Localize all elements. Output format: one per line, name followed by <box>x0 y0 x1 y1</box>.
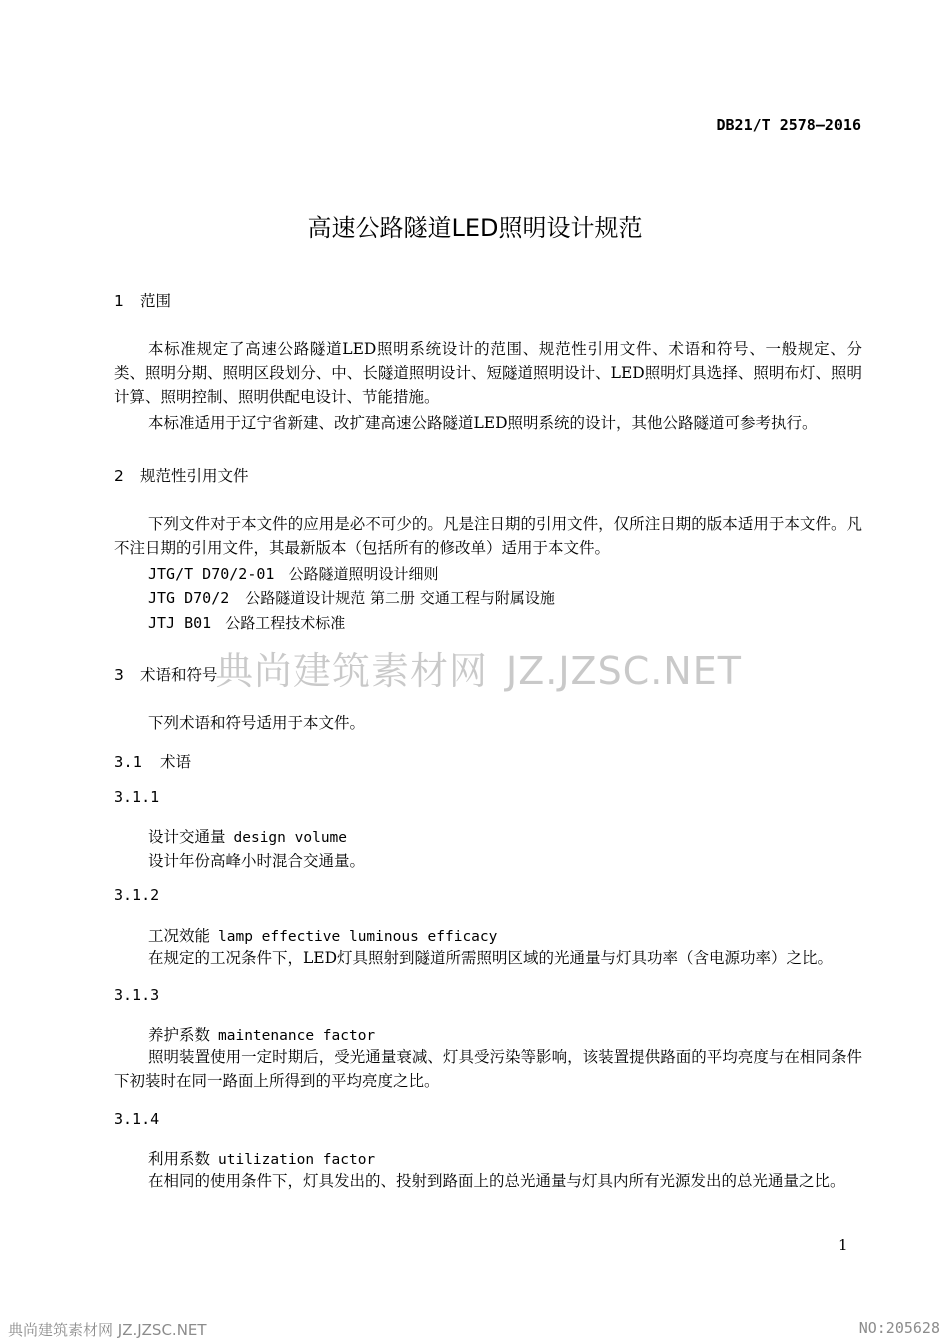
section-3-number: 3 <box>114 666 124 684</box>
term-heading <box>148 924 497 946</box>
term-number: 3.1.3 <box>114 986 160 1004</box>
reference-name: 公路隧道照明设计细则 <box>288 565 439 583</box>
reference-name: 公路工程技术标准 <box>225 614 346 632</box>
section-1-heading <box>114 289 171 311</box>
section-2-number: 2 <box>114 467 124 485</box>
term-english: lamp effective luminous efficacy <box>218 929 498 945</box>
section-3-1-number: 3.1 <box>114 753 142 771</box>
reference-code: JTG/T D70/2-01 <box>148 565 275 583</box>
section-1-number: 1 <box>114 292 124 310</box>
reference-name: 公路隧道设计规范 第二册 交通工程与附属设施 <box>245 589 555 607</box>
term-chinese: 工况效能 <box>148 927 211 945</box>
reference-item <box>148 563 438 584</box>
section-1-title: 范围 <box>140 292 172 310</box>
section-1-paragraph-1: 本标准规定了高速公路隧道LED照明系统设计的范围、规范性引用文件、术语和符号、一般规定、分类、照明分期、照明区段划分、中、长隧道照明设计、短隧道照明设计、LED照明灯具选择、照明布灯、照明计算、照明控制、照明供配电设计、节能措施。 <box>114 340 862 406</box>
term-definition: 在规定的工况条件下，LED灯具照射到隧道所需照明区域的光通量与灯具功率（含电源功率）之比。 <box>148 949 834 967</box>
term-chinese: 设计交通量 <box>148 828 226 846</box>
section-2-paragraph-1: 下列文件对于本文件的应用是必不可少的。凡是注日期的引用文件，仅所注日期的版本适用于本文件。凡不注日期的引用文件，其最新版本（包括所有的修改单）适用于本文件。 <box>114 515 862 557</box>
watermark-latin: JZ.JZSC.NET <box>506 649 742 693</box>
footer-document-number: NO:205628 <box>858 1319 940 1337</box>
reference-item <box>148 612 345 633</box>
standard-code: DB21/T 2578—2016 <box>716 116 861 134</box>
section-3-1-title: 术语 <box>160 753 192 771</box>
document-title: 高速公路隧道LED照明设计规范 <box>307 214 643 242</box>
term-english: utilization factor <box>218 1152 376 1168</box>
section-3-heading <box>114 663 218 685</box>
term-heading <box>148 1023 375 1045</box>
reference-item <box>148 587 555 608</box>
section-2-heading <box>114 464 249 486</box>
section-2-title: 规范性引用文件 <box>140 467 249 485</box>
watermark-cn: 典尚建筑素材网 <box>215 649 489 693</box>
term-number: 3.1.4 <box>114 1110 160 1128</box>
term-english: maintenance factor <box>218 1028 376 1044</box>
reference-code: JTG D70/2 <box>148 589 230 607</box>
term-chinese: 养护系数 <box>148 1026 211 1044</box>
page-number: 1 <box>838 1236 848 1254</box>
section-3-title: 术语和符号 <box>140 666 218 684</box>
term-english: design volume <box>233 830 348 846</box>
section-1-paragraph-2: 本标准适用于辽宁省新建、改扩建高速公路隧道LED照明系统的设计，其他公路隧道可参考执行。 <box>148 414 818 432</box>
footer-site-name: 典尚建筑素材网 JZ.JZSC.NET <box>8 1321 207 1339</box>
term-chinese: 利用系数 <box>148 1150 211 1168</box>
term-number: 3.1.2 <box>114 886 160 904</box>
term-definition: 照明装置使用一定时期后，受光通量衰减、灯具受污染等影响，该装置提供路面的平均亮度与在相同条件下初装时在同一路面上所得到的平均亮度之比。 <box>114 1048 862 1090</box>
term-heading <box>148 1147 375 1169</box>
reference-code: JTJ B01 <box>148 614 212 632</box>
watermark <box>215 640 742 695</box>
section-3-1-heading <box>114 750 191 772</box>
term-heading <box>148 825 347 847</box>
term-number: 3.1.1 <box>114 788 160 806</box>
section-3-paragraph-1: 下列术语和符号适用于本文件。 <box>148 714 366 732</box>
term-definition: 设计年份高峰小时混合交通量。 <box>148 852 366 870</box>
term-definition: 在相同的使用条件下，灯具发出的、投射到路面上的总光通量与灯具内所有光源发出的总光通量之比。 <box>148 1172 846 1190</box>
